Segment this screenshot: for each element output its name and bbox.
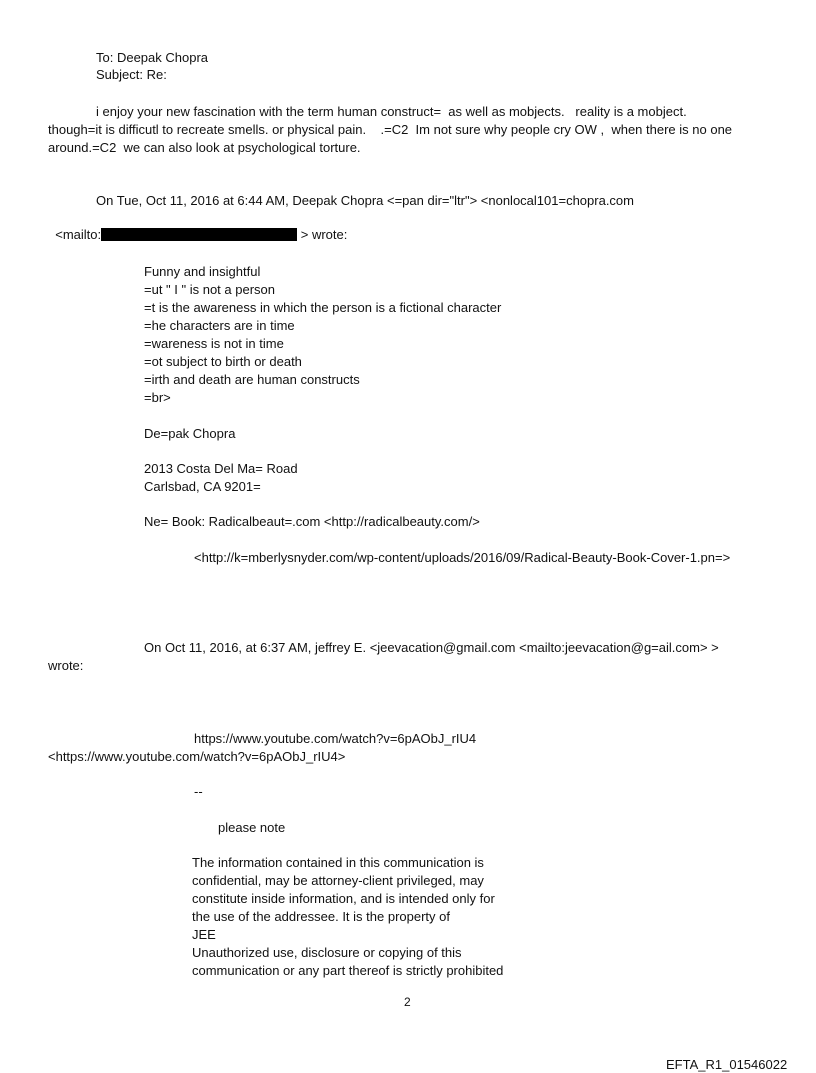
- quote1-mailto-line: [48, 211, 347, 243]
- mailto-suffix: > wrote:: [297, 227, 348, 242]
- quote1-line-8: =br>: [144, 390, 171, 405]
- book-line: Ne= Book: Radicalbeaut=.com <http://radicalbeauty.com/>: [144, 514, 480, 529]
- address-line-2: Carlsbad, CA 9201=: [144, 479, 261, 494]
- quote1-line-7: =irth and death are human constructs: [144, 372, 360, 387]
- reply-body-line-1: i enjoy your new fascination with the term human construct= as well as mobjects. reality is a mobject.: [96, 104, 687, 119]
- quote1-line-5: =wareness is not in time: [144, 336, 284, 351]
- quote1-line-2: =ut " I " is not a person: [144, 282, 275, 297]
- subject-line: Subject: Re:: [96, 67, 167, 82]
- disclaimer-line-6: Unauthorized use, disclosure or copying of this: [192, 945, 462, 960]
- youtube-url: https://www.youtube.com/watch?v=6pAObJ_rIU4: [194, 731, 477, 746]
- document-id: EFTA_R1_01546022: [666, 1057, 788, 1072]
- image-link: <http://k=mberlysnyder.com/wp-content/uploads/2016/09/Radical-Beauty-Book-Cover-1.pn=>: [194, 550, 731, 565]
- disclaimer-line-3: constitute inside information, and is intended only for: [192, 891, 495, 906]
- redaction-box: [101, 228, 297, 241]
- quote1-line-1: Funny and insightful: [144, 264, 261, 279]
- disclaimer-line-5: JEE: [192, 927, 216, 942]
- quote1-line-6: =ot subject to birth or death: [144, 354, 302, 369]
- disclaimer-line-4: the use of the addressee. It is the property of: [192, 909, 450, 924]
- disclaimer-line-1: The information contained in this communication is: [192, 855, 484, 870]
- youtube-url-bracketed: <https://www.youtube.com/watch?v=6pAObJ_rIU4>: [48, 749, 346, 764]
- page-number: 2: [404, 995, 411, 1009]
- reply-body-line-3: around.=C2 we can also look at psychological torture.: [48, 140, 361, 155]
- quote2-wrote: wrote:: [48, 658, 84, 673]
- disclaimer-line-2: confidential, may be attorney-client privileged, may: [192, 873, 484, 888]
- quote1-header-line: On Tue, Oct 11, 2016 at 6:44 AM, Deepak Chopra <=pan dir="ltr"> <nonlocal101=chopra.com: [96, 193, 634, 208]
- reply-body-line-2: though=it is difficutl to recreate smells. or physical pain. .=C2 Im not sure why people cry OW , when there is no one: [48, 122, 733, 137]
- quote1-line-3: =t is the awareness in which the person is a fictional character: [144, 300, 502, 315]
- address-line-1: 2013 Costa Del Ma= Road: [144, 461, 298, 476]
- to-line: To: Deepak Chopra: [96, 50, 209, 65]
- signature-separator: --: [194, 784, 203, 799]
- please-note: please note: [218, 820, 286, 835]
- quote2-header-line: On Oct 11, 2016, at 6:37 AM, jeffrey E. <jeevacation@gmail.com <mailto:jeevacation@g=ail.com> >: [144, 640, 719, 655]
- disclaimer-line-7: communication or any part thereof is strictly prohibited: [192, 963, 504, 978]
- quote1-line-4: =he characters are in time: [144, 318, 295, 333]
- signature-name: De=pak Chopra: [144, 426, 236, 441]
- mailto-prefix: <mailto:: [55, 227, 102, 242]
